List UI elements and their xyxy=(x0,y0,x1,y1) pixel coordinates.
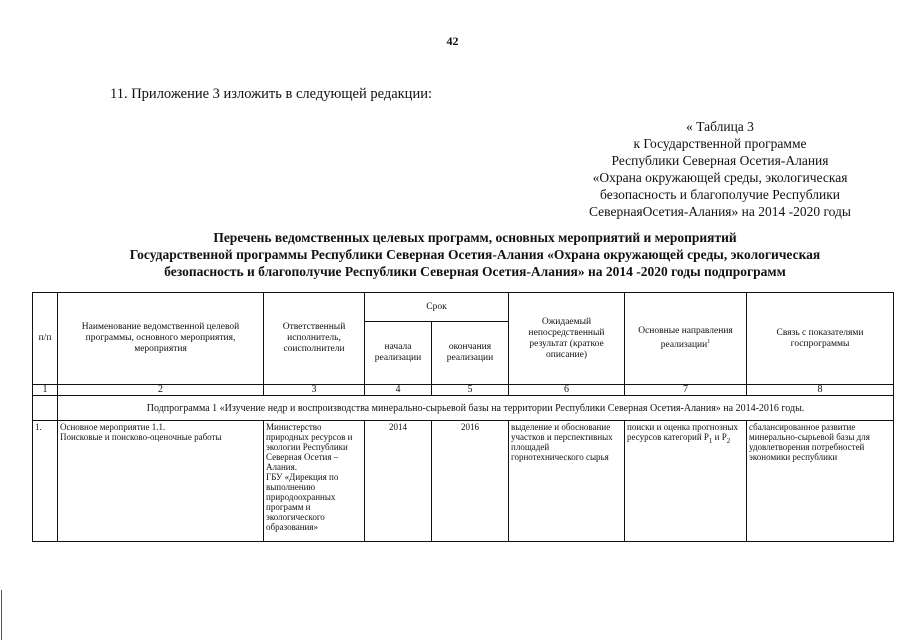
row-executor xyxy=(264,421,365,542)
column-number: 2 xyxy=(58,385,264,396)
caption-line: «Охрана окружающей среды, экологическая xyxy=(592,170,848,185)
row-directions-text: поиски и оценка прогнозных ресурсов категорий Р xyxy=(627,422,738,442)
column-number: 4 xyxy=(365,385,432,396)
document-title xyxy=(80,229,870,280)
scan-edge-line xyxy=(1,590,2,640)
header-executor: Ответственный исполнитель, соисполнители xyxy=(264,293,365,385)
instruction-text: 11. Приложение 3 изложить в следующей редакции: xyxy=(110,86,432,102)
header-result: Ожидаемый непосредственный результат (краткое описание) xyxy=(509,293,625,385)
caption-line: « Таблица 3 xyxy=(686,119,754,134)
table-caption xyxy=(540,118,900,220)
column-number: 5 xyxy=(432,385,509,396)
title-line: Государственной программы Республики Северная Осетия-Алания «Охрана окружающей среды, экологическая xyxy=(129,247,821,262)
title-line: Перечень ведомственных целевых программ, основных мероприятий и мероприятий xyxy=(213,230,737,245)
header-num: п/п xyxy=(33,293,58,385)
caption-line: к Государственной программе xyxy=(633,136,807,151)
row-result: выделение и обоснование участков и перспективных площадей горнотехнического сырья xyxy=(509,421,625,542)
header-start: начала реализации xyxy=(365,322,432,385)
header-directions-text: Основные направления реализации xyxy=(638,325,733,351)
column-number: 7 xyxy=(625,385,747,396)
column-number: 6 xyxy=(509,385,625,396)
caption-line: СевернаяОсетия-Алания» на 2014 -2020 годы xyxy=(589,204,851,219)
title-line: безопасность и благополучие Республики Северная Осетия-Алания» на 2014 -2020 годы подпрограмм xyxy=(164,264,786,279)
caption-line: безопасность и благополучие Республики xyxy=(600,187,840,202)
row-name xyxy=(58,421,264,542)
subprogram-blank xyxy=(33,396,58,421)
column-number: 1 xyxy=(33,385,58,396)
column-number: 8 xyxy=(747,385,894,396)
row-directions-and: и Р xyxy=(712,432,727,442)
row-executor-line: ГБУ «Дирекция по выполнению природоохранных программ и экологического образования» xyxy=(266,472,339,532)
header-link: Связь с показателями госпрограммы xyxy=(747,293,894,385)
row-end: 2016 xyxy=(432,421,509,542)
subscript: 2 xyxy=(726,436,731,445)
row-link: сбалансированное развитие минерально-сырьевой базы для удовлетворения потребностей экономики республики xyxy=(747,421,894,542)
row-start: 2014 xyxy=(365,421,432,542)
column-number: 3 xyxy=(264,385,365,396)
footnote-mark: 1 xyxy=(707,338,711,345)
row-number: 1. xyxy=(33,421,58,542)
header-term: Срок xyxy=(365,293,509,322)
table-row xyxy=(33,421,894,542)
header-directions xyxy=(625,293,747,385)
row-name-line: Поисковые и поисково-оценочные работы xyxy=(60,432,222,442)
row-directions xyxy=(625,421,747,542)
row-name-line: Основное мероприятие 1.1. xyxy=(60,422,166,432)
subprogram-row: Подпрограмма 1 «Изучение недр и воспроизводства минерально-сырьевой базы на территории Республики Северная Осетия-Алания» на 2014-2016 годы. xyxy=(58,396,894,421)
programs-table xyxy=(32,292,894,542)
header-end: окончания реализации xyxy=(432,322,509,385)
caption-line: Республики Северная Осетия-Алания xyxy=(611,153,829,168)
page-number: 42 xyxy=(446,34,459,48)
header-name: Наименование ведомственной целевой программы, основного мероприятия, мероприятия xyxy=(58,293,264,385)
subscript: 1 xyxy=(708,436,713,445)
row-executor-line: Министерство природных ресурсов и экологии Республики Северная Осетия – Алания. xyxy=(266,422,353,472)
